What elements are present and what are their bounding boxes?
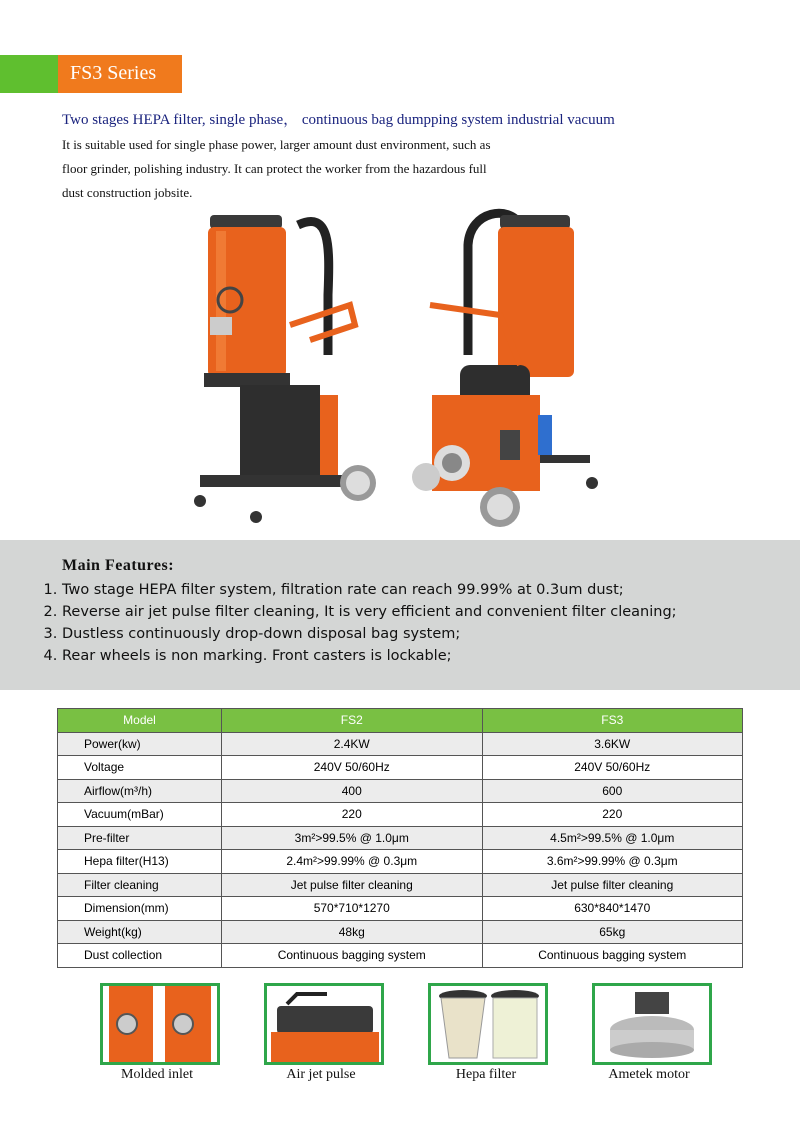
- spec-value-fs2: 240V 50/60Hz: [222, 756, 483, 780]
- spec-value-fs3: 65kg: [482, 920, 743, 944]
- series-title: FS3 Series: [70, 62, 157, 84]
- thumb-molded-inlet: [100, 983, 220, 1065]
- table-row: [58, 897, 743, 921]
- feature-item: 1. Two stage HEPA filter system, filtration rate can reach 99.99% at 0.3um dust;: [62, 579, 677, 601]
- spec-value-fs2: 48kg: [222, 920, 483, 944]
- hepa-filter-image: [431, 986, 545, 1062]
- spec-label: Pre-filter: [58, 826, 222, 850]
- feature-item: 2. Reverse air jet pulse filter cleaning, It is very efficient and convenient filter cleaning;: [62, 601, 677, 623]
- features-title: Main Features:: [62, 557, 175, 574]
- spec-value-fs2: Jet pulse filter cleaning: [222, 873, 483, 897]
- thumb-label: Molded inlet: [121, 1067, 193, 1082]
- header-fs3: FS3: [482, 709, 743, 733]
- table-row: [58, 732, 743, 756]
- intro-line: dust construction jobsite.: [62, 185, 193, 200]
- spec-value-fs2: 570*710*1270: [222, 897, 483, 921]
- spec-value-fs2: 2.4m²>99.99% @ 0.3μm: [222, 850, 483, 874]
- table-row: [58, 803, 743, 827]
- thumb-air-jet-pulse: [264, 983, 384, 1065]
- spec-value-fs3: 4.5m²>99.5% @ 1.0μm: [482, 826, 743, 850]
- table-row: [58, 920, 743, 944]
- spec-value-fs2: Continuous bagging system: [222, 944, 483, 968]
- spec-value-fs3: 630*840*1470: [482, 897, 743, 921]
- molded-inlet-image: [103, 986, 217, 1062]
- vacuum-photo-side: [194, 215, 376, 523]
- spec-value-fs3: 600: [482, 779, 743, 803]
- spec-table: [57, 708, 743, 968]
- spec-label: Voltage: [58, 756, 222, 780]
- table-row: [58, 756, 743, 780]
- spec-value-fs3: 3.6m²>99.99% @ 0.3μm: [482, 850, 743, 874]
- air-jet-pulse-image: [267, 986, 381, 1062]
- table-row: [58, 779, 743, 803]
- spec-label: Vacuum(mBar): [58, 803, 222, 827]
- thumb-hepa-filter: [428, 983, 548, 1065]
- spec-value-fs3: Continuous bagging system: [482, 944, 743, 968]
- thumb-label: Air jet pulse: [286, 1067, 356, 1082]
- thumb-label: Hepa filter: [455, 1067, 517, 1082]
- spec-label: Dimension(mm): [58, 897, 222, 921]
- spec-value-fs2: 3m²>99.5% @ 1.0μm: [222, 826, 483, 850]
- intro-line: It is suitable used for single phase power, larger amount dust environment, such as: [62, 137, 491, 152]
- intro-line: floor grinder, polishing industry. It can protect the worker from the hazardous full: [62, 161, 487, 176]
- spec-value-fs2: 220: [222, 803, 483, 827]
- spec-value-fs3: 220: [482, 803, 743, 827]
- product-photos: [180, 205, 620, 535]
- spec-label: Airflow(m³/h): [58, 779, 222, 803]
- header-model: Model: [58, 709, 222, 733]
- spec-value-fs3: 3.6KW: [482, 732, 743, 756]
- spec-label: Dust collection: [58, 944, 222, 968]
- spec-label: Hepa filter(H13): [58, 850, 222, 874]
- intro-paragraph: [62, 133, 622, 205]
- table-row: [58, 944, 743, 968]
- table-row: [58, 826, 743, 850]
- vacuum-photo-rear: [412, 213, 598, 527]
- spec-value-fs2: 2.4KW: [222, 732, 483, 756]
- table-row: [58, 850, 743, 874]
- spec-value-fs2: 400: [222, 779, 483, 803]
- spec-value-fs3: 240V 50/60Hz: [482, 756, 743, 780]
- thumb-label: Ametek motor: [608, 1067, 690, 1082]
- feature-item: 3. Dustless continuously drop-down disposal bag system;: [62, 623, 677, 645]
- spec-value-fs3: Jet pulse filter cleaning: [482, 873, 743, 897]
- spec-header-row: [58, 709, 743, 733]
- thumb-ametek-motor: [592, 983, 712, 1065]
- spec-label: Weight(kg): [58, 920, 222, 944]
- feature-item: 4. Rear wheels is non marking. Front casters is lockable;: [62, 645, 677, 667]
- header-fs2: FS2: [222, 709, 483, 733]
- spec-label: Filter cleaning: [58, 873, 222, 897]
- table-row: [58, 873, 743, 897]
- main-features-panel: [0, 540, 800, 690]
- ametek-motor-image: [595, 986, 709, 1062]
- features-list: [38, 579, 677, 667]
- product-subtitle: Two stages HEPA filter, single phase， continuous bag dumpping system industrial vacuum: [62, 112, 615, 128]
- spec-label: Power(kw): [58, 732, 222, 756]
- component-thumbnails: [0, 983, 800, 1083]
